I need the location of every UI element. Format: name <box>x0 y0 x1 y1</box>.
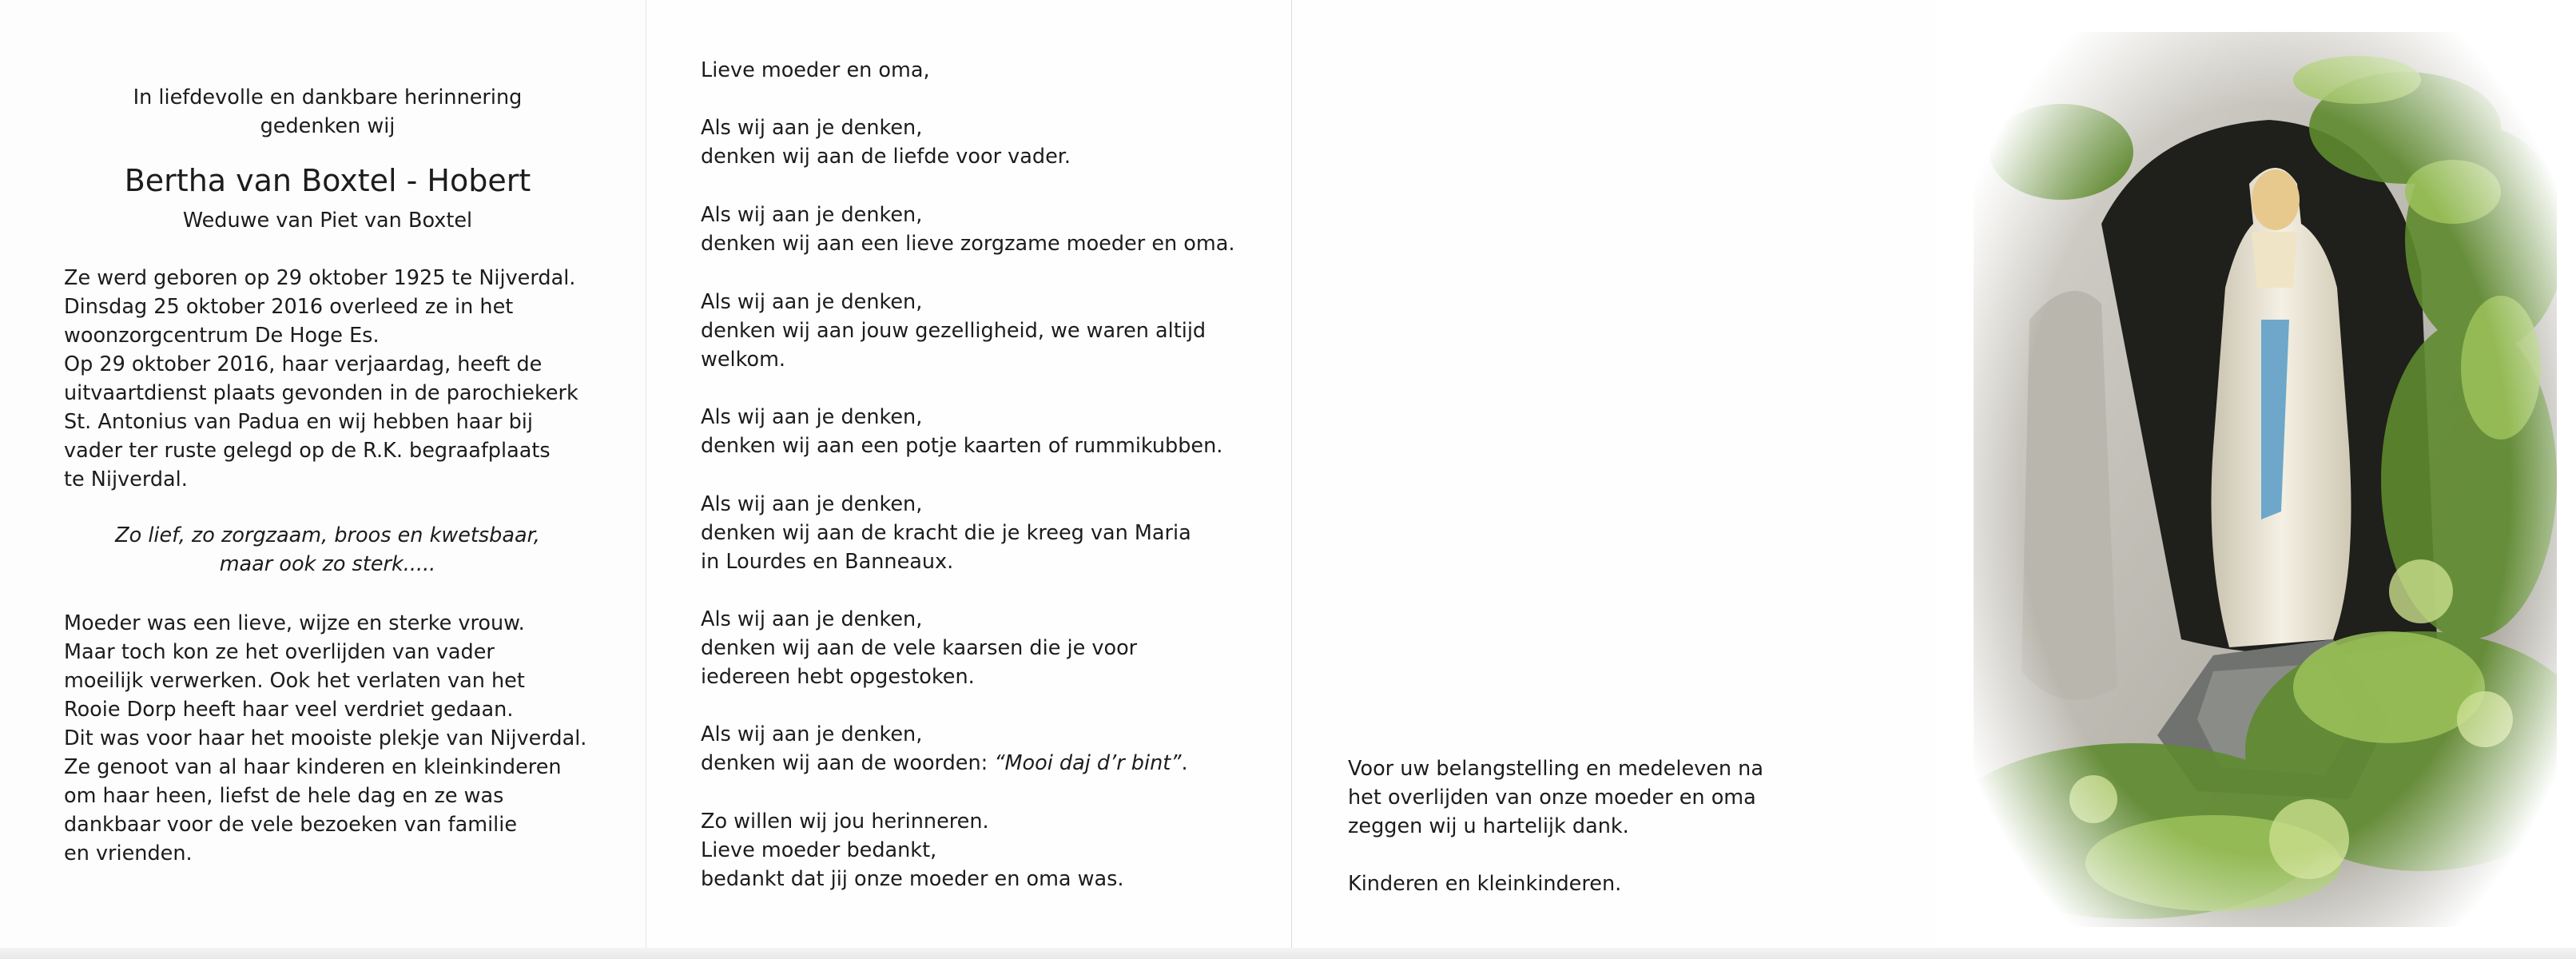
quote-text: Zo lief, zo zorgzaam, broos en kwetsbaar, maar ook zo sterk..... <box>115 523 540 576</box>
thanks-text: Voor uw belangstelling en medeleven na het overlijden van onze moeder en oma zeggen wij u hartelijk dank. <box>1348 757 1763 838</box>
poem-panel <box>646 0 1291 959</box>
biography-text: Ze werd geboren op 29 oktober 1925 te Nijverdal. Dinsdag 25 oktober 2016 overleed ze in het woonzorgcentrum De Hoge Es. Op 29 oktober 2016, haar verjaardag, heeft de uitvaartdienst plaats gevonden in de parochiekerk St. Antonius van Padua en wij hebben haar bij vader ter ruste gelegd op de R.K. begraafplaats te Nijverdal. <box>64 266 578 491</box>
deceased-name: Bertha van Boxtel - Hobert <box>124 163 531 198</box>
poem-quote-words: “Mooi daj d’r bint” <box>994 751 1182 775</box>
card-bottom-edge <box>0 948 2576 959</box>
intro-text: In liefdevolle en dankbare herinnering gedenken wij <box>133 86 523 138</box>
poem-salutation: Lieve moeder en oma, <box>701 58 930 82</box>
poem-stanza-2: Als wij aan je denken, denken wij aan een lieve zorgzame moeder en oma. <box>701 203 1235 256</box>
closing-text: Moeder was een lieve, wijze en sterke vrouw. Maar toch kon ze het overlijden van vader moeilijk verwerken. Ook het verlaten van het Rooie Dorp heeft haar veel verdriet gedaan. Dit was voor haar het mooiste plekje van Nijverdal. Ze genoot van al haar kinderen en kleinkinderen om haar heen, liefst de hele dag en ze was dankbaar voor de vele bezoeken van familie en vrienden. <box>64 611 587 865</box>
poem-quote-end: . <box>1181 751 1188 775</box>
poem-stanza-7 <box>701 720 1276 778</box>
poem-stanza-1: Als wij aan je denken, denken wij aan de liefde voor vader. <box>701 116 1071 169</box>
thanks-panel <box>1291 0 1937 959</box>
grotto-madonna-icon <box>1974 32 2557 927</box>
poem-stanza-6: Als wij aan je denken, denken wij aan de vele kaarsen die je voor iedereen hebt opgestoken. <box>701 607 1138 689</box>
photo-panel <box>1937 0 2576 959</box>
subtitle-text: Weduwe van Piet van Boxtel <box>182 209 473 233</box>
signature-text: Kinderen en kleinkinderen. <box>1348 872 1622 896</box>
poem-ending: Zo willen wij jou herinneren. Lieve moeder bedankt, bedankt dat jij onze moeder en oma was. <box>701 810 1124 891</box>
poem-stanza-5: Als wij aan je denken, denken wij aan de kracht die je kreeg van Maria in Lourdes en Banneaux. <box>701 492 1191 574</box>
poem-stanza-4: Als wij aan je denken, denken wij aan een potje kaarten of rummikubben. <box>701 405 1223 458</box>
poem-stanza-3: Als wij aan je denken, denken wij aan jouw gezelligheid, we waren altijd welkom. <box>701 290 1207 372</box>
left-panel <box>0 0 646 959</box>
poem-stanza-7-text: Als wij aan je denken, denken wij aan de woorden: <box>701 722 988 775</box>
